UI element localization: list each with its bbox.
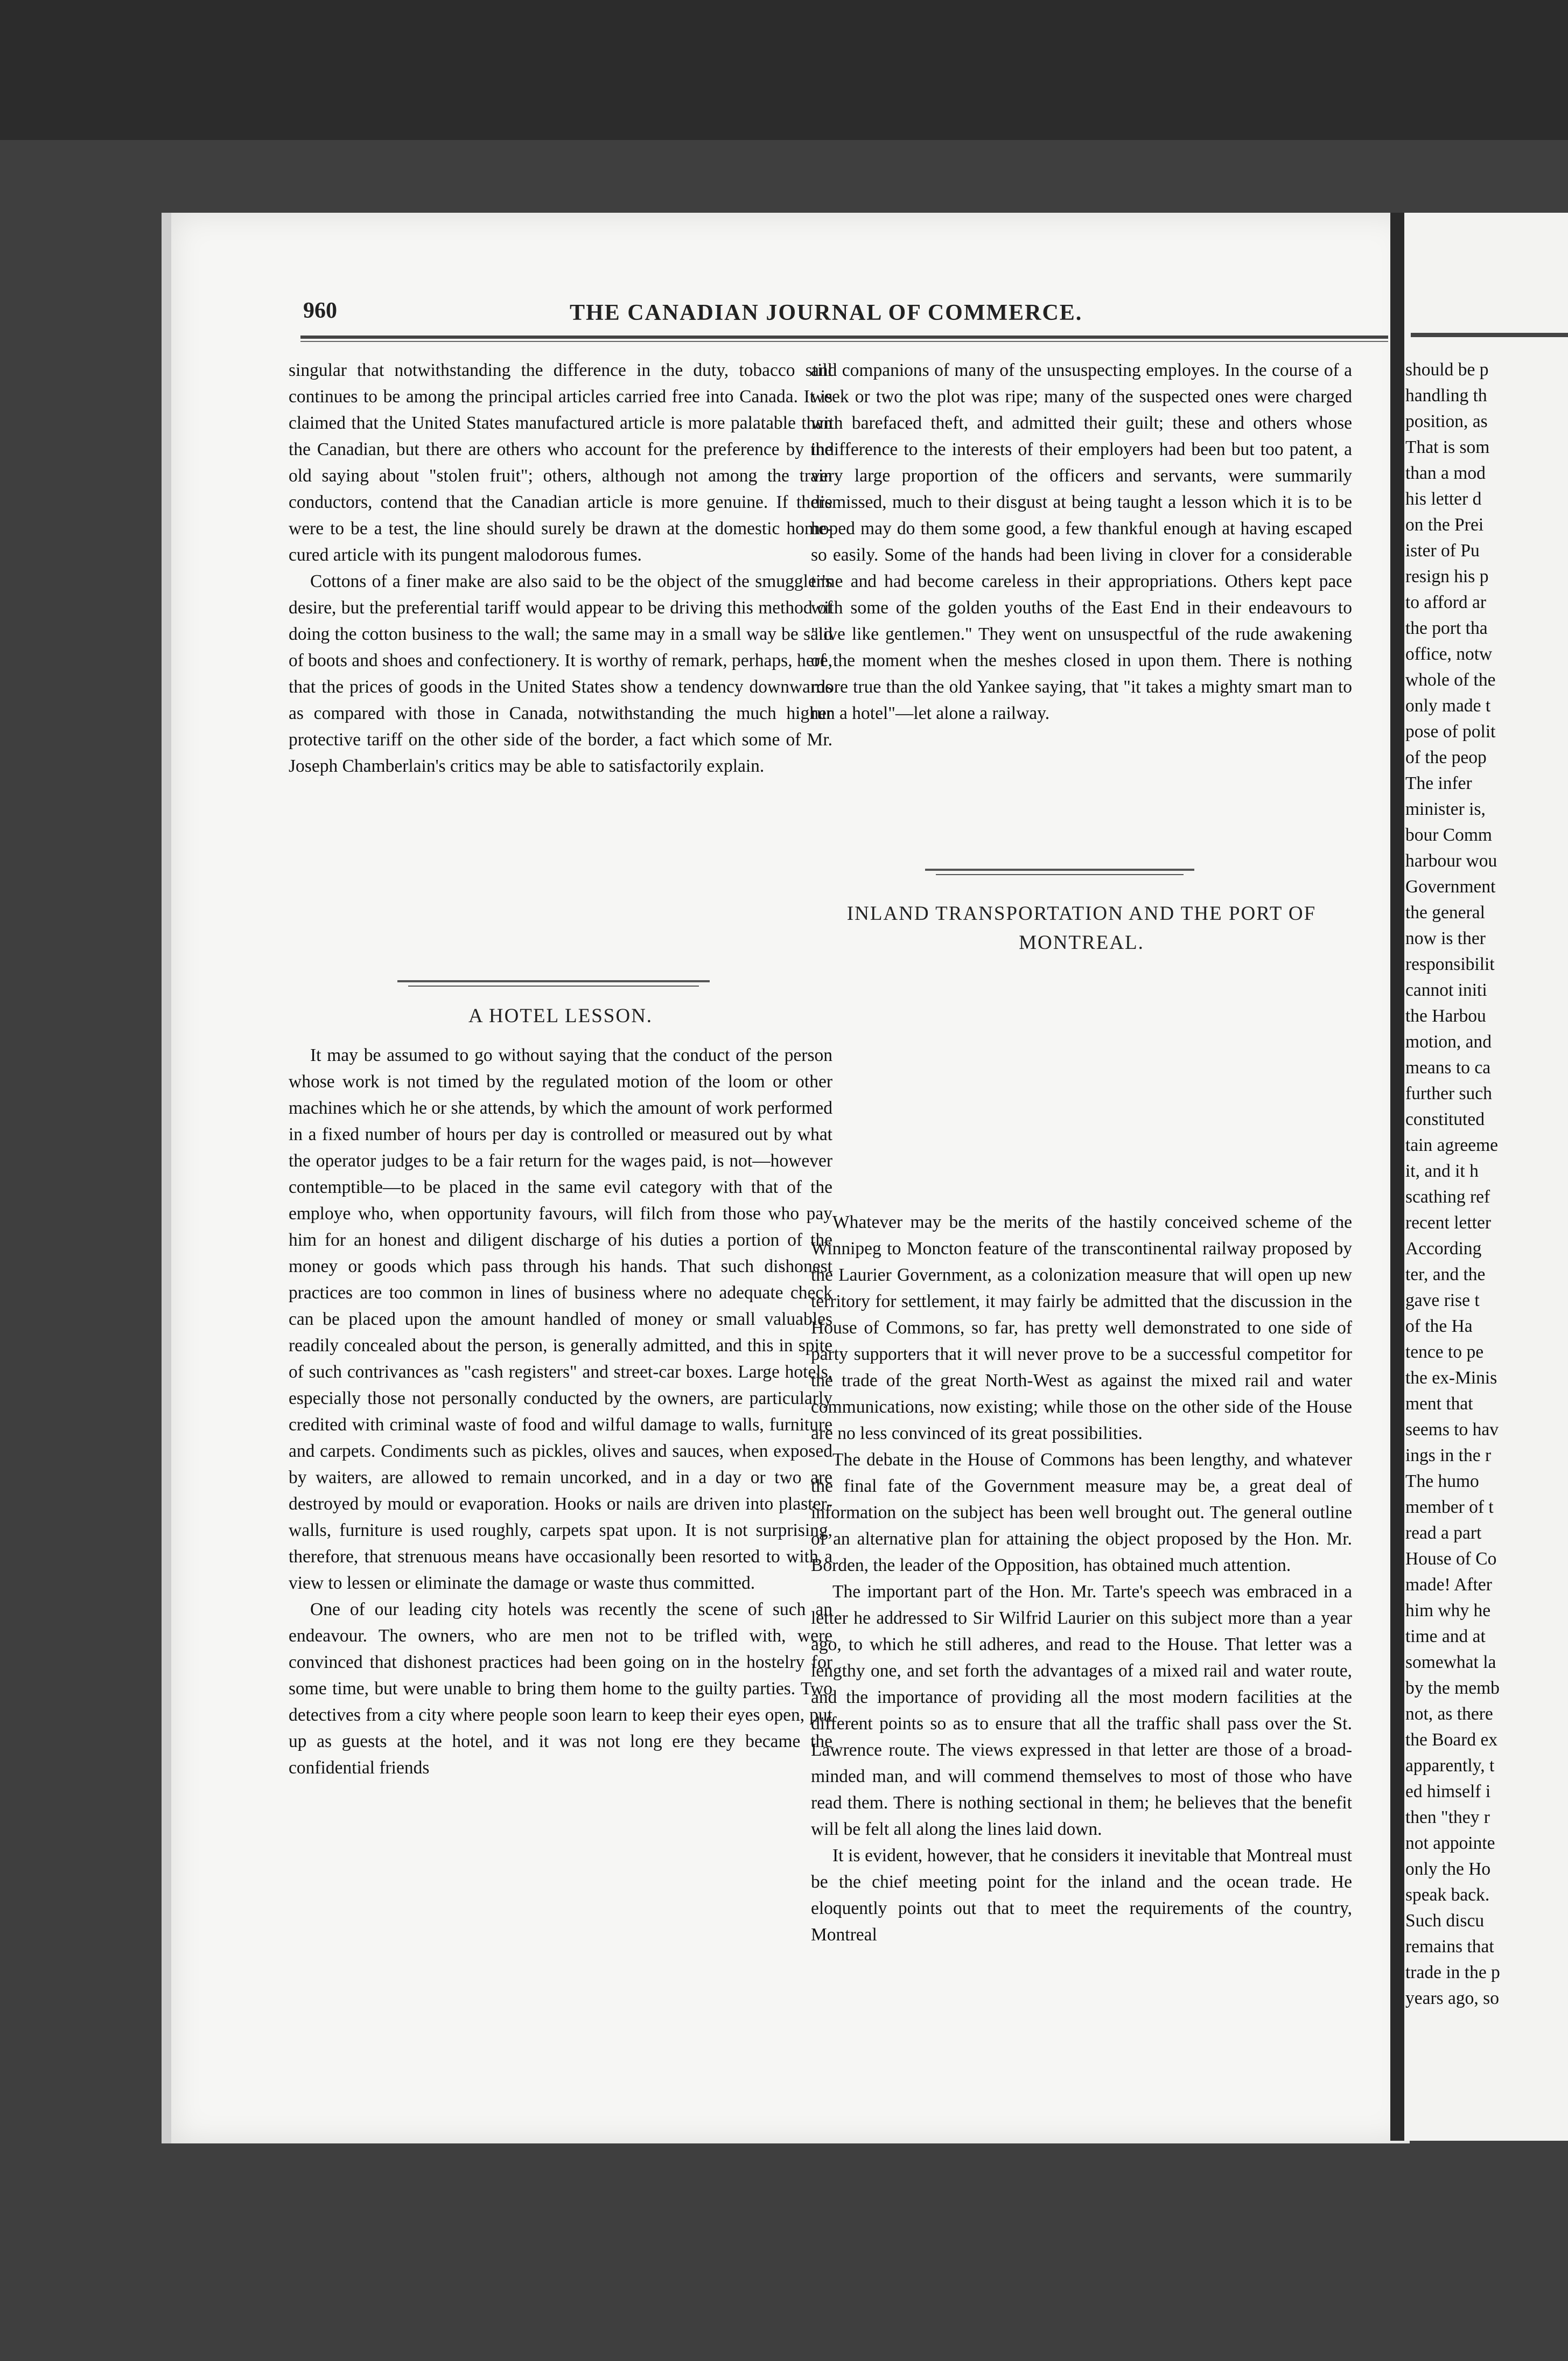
next-page-line: motion, and <box>1405 1032 1492 1052</box>
paragraph: It is evident, however, that he considers it inevitable that Montreal must be the chief meeting point for the inland and the ocean trade. He eloquently points out that to meet the requirements of the country, Montreal <box>811 1846 1352 1945</box>
next-page-line: recent letter <box>1405 1213 1492 1233</box>
running-head: THE CANADIAN JOURNAL OF COMMERCE. <box>570 301 1083 325</box>
next-page-line: should be p <box>1405 360 1489 380</box>
section-divider <box>925 869 1194 871</box>
next-page-line: the port tha <box>1405 618 1488 638</box>
next-page-line: According <box>1405 1239 1482 1259</box>
article-title-hotel-lesson: A HOTEL LESSON. <box>468 1005 653 1027</box>
next-page-line: than a mod <box>1405 463 1486 483</box>
next-page-line: apparently, t <box>1405 1756 1495 1776</box>
next-page-line: the ex-Minis <box>1405 1368 1497 1388</box>
next-page-line: then "they r <box>1405 1807 1490 1827</box>
next-page-line: by the memb <box>1405 1678 1500 1698</box>
header-rule <box>300 336 1388 339</box>
next-page-line: made! After <box>1405 1575 1492 1595</box>
next-page-line: resign his p <box>1405 567 1489 586</box>
section-divider-thin <box>408 986 699 987</box>
next-page-column <box>1405 357 1568 2011</box>
next-page-line: scathing ref <box>1405 1187 1490 1207</box>
next-page-line: responsibilit <box>1405 954 1495 974</box>
next-page-line: the general <box>1405 903 1485 923</box>
next-page-line: on the Prei <box>1405 515 1484 535</box>
article-title-inland-transportation <box>811 899 1352 958</box>
next-page-line: handling th <box>1405 386 1487 406</box>
next-page-line: That is som <box>1405 437 1490 457</box>
next-page-line: not, as there <box>1405 1704 1493 1724</box>
next-page-line: Such discu <box>1405 1911 1485 1931</box>
next-page-line: ment that <box>1405 1394 1473 1414</box>
next-page-header-rule <box>1411 333 1568 337</box>
paragraph: The debate in the House of Commons has been lengthy, and whatever the final fate of the Government measure may be, a great deal of information on the subject has been well brought out. The general outline of an alternative plan for attaining the object proposed by the Hon. Mr. Borden, the leader of the Opposition, has obtained much attention. <box>811 1450 1352 1575</box>
next-page-line: it, and it h <box>1405 1161 1479 1181</box>
next-page-line: member of t <box>1405 1497 1494 1517</box>
next-page-line: means to ca <box>1405 1058 1491 1078</box>
next-page-line: speak back. <box>1405 1885 1490 1905</box>
paragraph: It may be assumed to go without saying that the conduct of the person whose work is not timed by the regulated motion of the loom or other machines which he or she attends, by which the amount of work performed in a fixed number of hours per day is controlled or measured out by what the operator judges to be a fair return for the wages paid, is not—however contemptible—to be placed in the same evil category with that of the employe who, when opportunity favours, will filch from those who pay him for an honest and diligent discharge of his duties a portion of the money or goods which pass through his hands. That such dishonest practices are too common in lines of business where no adequate check can be placed upon the amount handled of money or small valuables readily concealed about the person, is generally admitted, and this in spite of such contrivances as "cash registers" and street-car boxes. Large hotels, especially those not personally conducted by the owners, are particularly credited with criminal waste of food and wilful damage to walls, furniture and carpets. Condiments such as pickles, olives and sauces, when exposed by waiters, are allowed to remain uncorked, and in a day or two are destroyed by mould or evaporation. Hooks or nails are driven into plaster-walls, furniture is used roughly, carpets spat upon. It is not surprising, therefore, that strenuous means have occasionally been resorted to with a view to lessen or eliminate the damage or waste thus committed. <box>289 1045 832 1593</box>
next-page-line: position, as <box>1405 411 1488 431</box>
next-page-line: now is ther <box>1405 928 1486 948</box>
next-page-line: House of Co <box>1405 1549 1497 1569</box>
header-rule-thin <box>300 341 1388 342</box>
next-page-line: office, notw <box>1405 644 1493 664</box>
next-page-line: trade in the p <box>1405 1962 1500 1982</box>
next-page-line: ed himself i <box>1405 1782 1491 1801</box>
next-page-line: him why he <box>1405 1601 1491 1620</box>
next-page-line: The infer <box>1405 773 1472 793</box>
next-page-line: only the Ho <box>1405 1859 1491 1879</box>
next-page-line: pose of polit <box>1405 722 1496 742</box>
left-column-top <box>289 357 832 779</box>
scan-background <box>0 0 1568 140</box>
next-page-line: to afford ar <box>1405 592 1487 612</box>
next-page-line: The humo <box>1405 1471 1479 1491</box>
next-page-line: read a part <box>1405 1523 1482 1543</box>
next-page-line: the Harbou <box>1405 1006 1486 1026</box>
next-page-line: tain agreeme <box>1405 1135 1499 1155</box>
next-page-line: further such <box>1405 1084 1492 1103</box>
next-page-line: only made t <box>1405 696 1491 716</box>
page-number: 960 <box>303 298 337 323</box>
paragraph: Cottons of a finer make are also said to be the object of the smuggler's desire, but the preferential tariff would appear to be driving this method of doing the cotton business to the wall; the same may in a small way be said of boots and shoes and confectionery. It is worthy of remark, perhaps, here, that the prices of goods in the United States show a tendency downwards as compared with those in Canada, notwithstanding the much higher protective tariff on the other side of the border, a fact which some of Mr. Joseph Chamberlain's critics may be able to satisfactorily explain. <box>289 571 832 776</box>
next-page-line: time and at <box>1405 1626 1486 1646</box>
next-page-line: constituted <box>1405 1109 1485 1129</box>
next-page-line: not appointe <box>1405 1833 1495 1853</box>
next-page-line: his letter d <box>1405 489 1482 509</box>
section-divider <box>397 980 710 982</box>
next-page-line: ings in the r <box>1405 1445 1492 1465</box>
paragraph: and companions of many of the unsuspecting employes. In the course of a week or two the plot was ripe; many of the suspected ones were charged with barefaced theft, and admitted their guilt; these and others whose indifference to the interests of their employers had been but too patent, a very large proportion of the officers and servants, were summarily dismissed, much to their disgust at being taught a lesson which it is to be hoped may do them some good, a few thankful enough at having escaped so easily. Some of the hands had been living in clover for a considerable time and had become careless in their appropriations. Others kept pace with some of the golden youths of the East End in their endeavours to "live like gentlemen." They went on unsuspectful of the rude awakening of the moment when the meshes closed in upon them. There is nothing more true than the old Yankee saying, that "it takes a mighty smart man to run a hotel"—let alone a railway. <box>811 360 1352 723</box>
next-page-line: minister is, <box>1405 799 1486 819</box>
next-page-line: remains that <box>1405 1937 1494 1957</box>
next-page-line: ister of Pu <box>1405 541 1480 561</box>
next-page-line: the Board ex <box>1405 1730 1498 1750</box>
next-page-line: tence to pe <box>1405 1342 1484 1362</box>
paragraph: One of our leading city hotels was recently the scene of such an endeavour. The owners, who are men not to be trifled with, were convinced that dishonest practices had been going on in the hostelry for some time, but were unable to bring them home to the guilty parties. Two detectives from a city where people soon learn to keep their eyes open, put up as guests at the hotel, and it was not long ere they became the confidential friends <box>289 1599 832 1778</box>
next-page-line: years ago, so <box>1405 1988 1499 2008</box>
inland-transportation-body <box>811 1209 1352 1948</box>
next-page-line: cannot initi <box>1405 980 1487 1000</box>
next-page-line: somewhat la <box>1405 1652 1496 1672</box>
next-page-line: ter, and the <box>1405 1265 1486 1284</box>
next-page-line: harbour wou <box>1405 851 1497 871</box>
next-page-line: gave rise t <box>1405 1290 1480 1310</box>
paragraph: Whatever may be the merits of the hastily conceived scheme of the Winnipeg to Moncton feature of the transcontinental railway proposed by the Laurier Government, as a colonization measure that will open up new territory for settlement, it may fairly be admitted that the discussion in the House of Commons, so far, has pretty well demonstrated to one side of party supporters that it will never prove to be a successful competitor for the trade of the great North-West as against the mixed rail and water communications, now existing; while those on the other side of the House are no less convinced of its great possibilities. <box>811 1212 1352 1443</box>
title-line: INLAND TRANSPORTATION AND THE PORT OF <box>846 903 1317 925</box>
section-divider-thin <box>936 874 1184 875</box>
hotel-lesson-body <box>289 1042 832 1781</box>
next-page-line: bour Comm <box>1405 825 1492 845</box>
paragraph: singular that notwithstanding the difference in the duty, tobacco still continues to be among the principal articles carried free into Canada. It is claimed that the United States manufactured article is more palatable than the Canadian, but there are others who account for the preference by the old saying about "stolen fruit"; others, although not among the train conductors, contend that the Canadian article is more genuine. If there were to be a test, the line should surely be drawn at the domestic home-cured article with its pungent malodorous fumes. <box>289 360 832 565</box>
next-page-line: Government <box>1405 877 1496 897</box>
right-column-top <box>811 357 1352 727</box>
next-page-line: of the peop <box>1405 748 1487 767</box>
next-page-line: of the Ha <box>1405 1316 1473 1336</box>
journal-page <box>171 213 1410 2143</box>
next-page-line: whole of the <box>1405 670 1496 690</box>
paragraph: The important part of the Hon. Mr. Tarte's speech was embraced in a letter he addressed to Sir Wilfrid Laurier on this subject more than a year ago, to which he still adheres, and read to the House. That letter was a lengthy one, and set forth the advantages of a mixed rail and water route, and the importance of providing all the most modern facilities at the different points so as to ensure that all the traffic shall pass over the St. Lawrence route. The views expressed in that letter are those of a broad-minded man, and will commend themselves to most of those who have read them. There is nothing sectional in them; he believes that the benefit will be felt all along the lines laid down. <box>811 1582 1352 1839</box>
next-page-line: seems to hav <box>1405 1420 1499 1440</box>
next-page-fragment <box>1404 213 1568 2141</box>
title-line: MONTREAL. <box>1019 932 1144 954</box>
